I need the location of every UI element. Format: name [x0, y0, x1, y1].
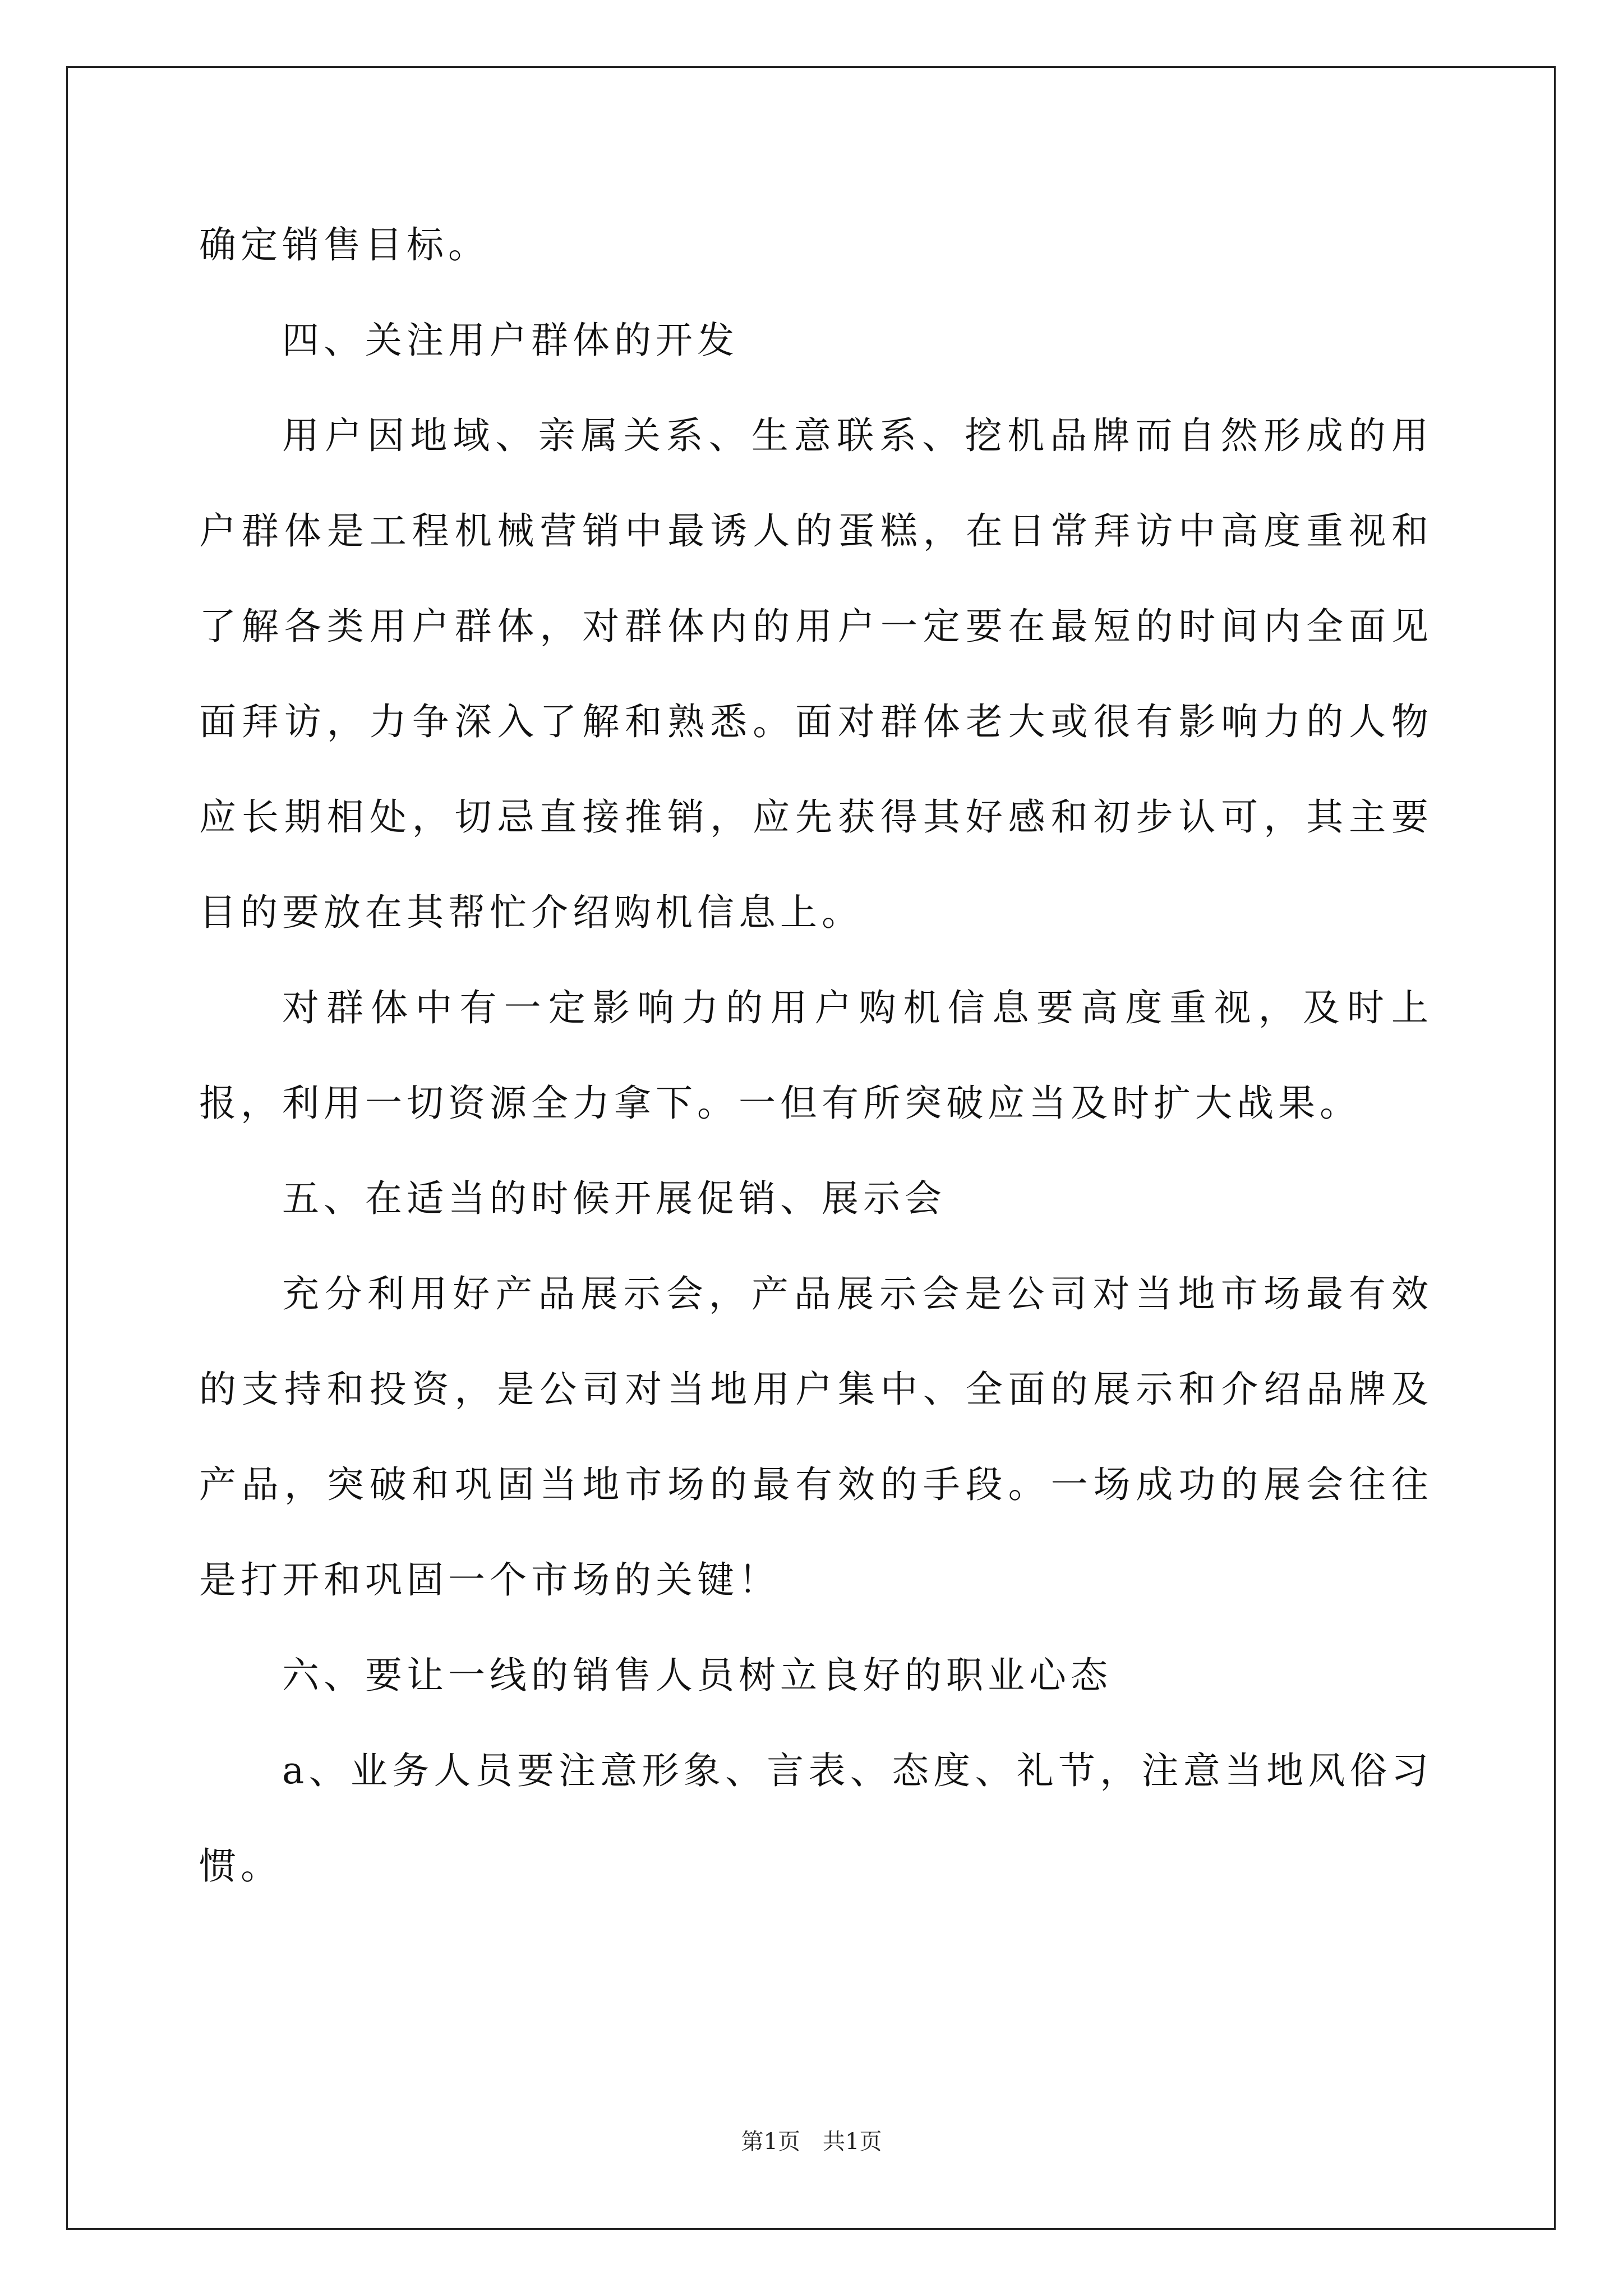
document-body [199, 197, 1433, 1914]
heading-sales-mindset: 六、要让一线的销售人员树立良好的职业心态 [282, 1654, 1112, 1697]
page-footer: 第1页 共1页 [741, 2129, 882, 2155]
paragraph-etiquette: a、业务人员要注意形象、言表、态度、礼节，注意当地风俗习惯。 [199, 1749, 1433, 1888]
paragraph-sales-target: 确定销售目标。 [199, 223, 490, 266]
paragraph-influential-users: 对群体中有一定影响力的用户购机信息要高度重视，及时上报，利用一切资源全力拿下。一但有所突破应当及时扩大战果。 [199, 986, 1433, 1125]
paragraph-exhibitions: 充分利用好产品展示会，产品展示会是公司对当地市场最有效的支持和投资，是公司对当地用户集中、全面的展示和介绍品牌及产品，突破和巩固当地市场的最有效的手段。一场成功的展会往往是打开和巩固一个市场的关键！ [199, 1272, 1433, 1602]
heading-user-groups: 四、关注用户群体的开发 [282, 319, 739, 362]
heading-promotions: 五、在适当的时候开展促销、展示会 [282, 1177, 946, 1220]
paragraph-user-groups: 用户因地域、亲属关系、生意联系、挖机品牌而自然形成的用户群体是工程机械营销中最诱人的蛋糕，在日常拜访中高度重视和了解各类用户群体，对群体内的用户一定要在最短的时间内全面见面拜访，力争深入了解和熟悉。面对群体老大或很有影响力的人物应长期相处，切忌直接推销，应先获得其好感和初步认可，其主要目的要放在其帮忙介绍购机信息上。 [199, 414, 1433, 934]
